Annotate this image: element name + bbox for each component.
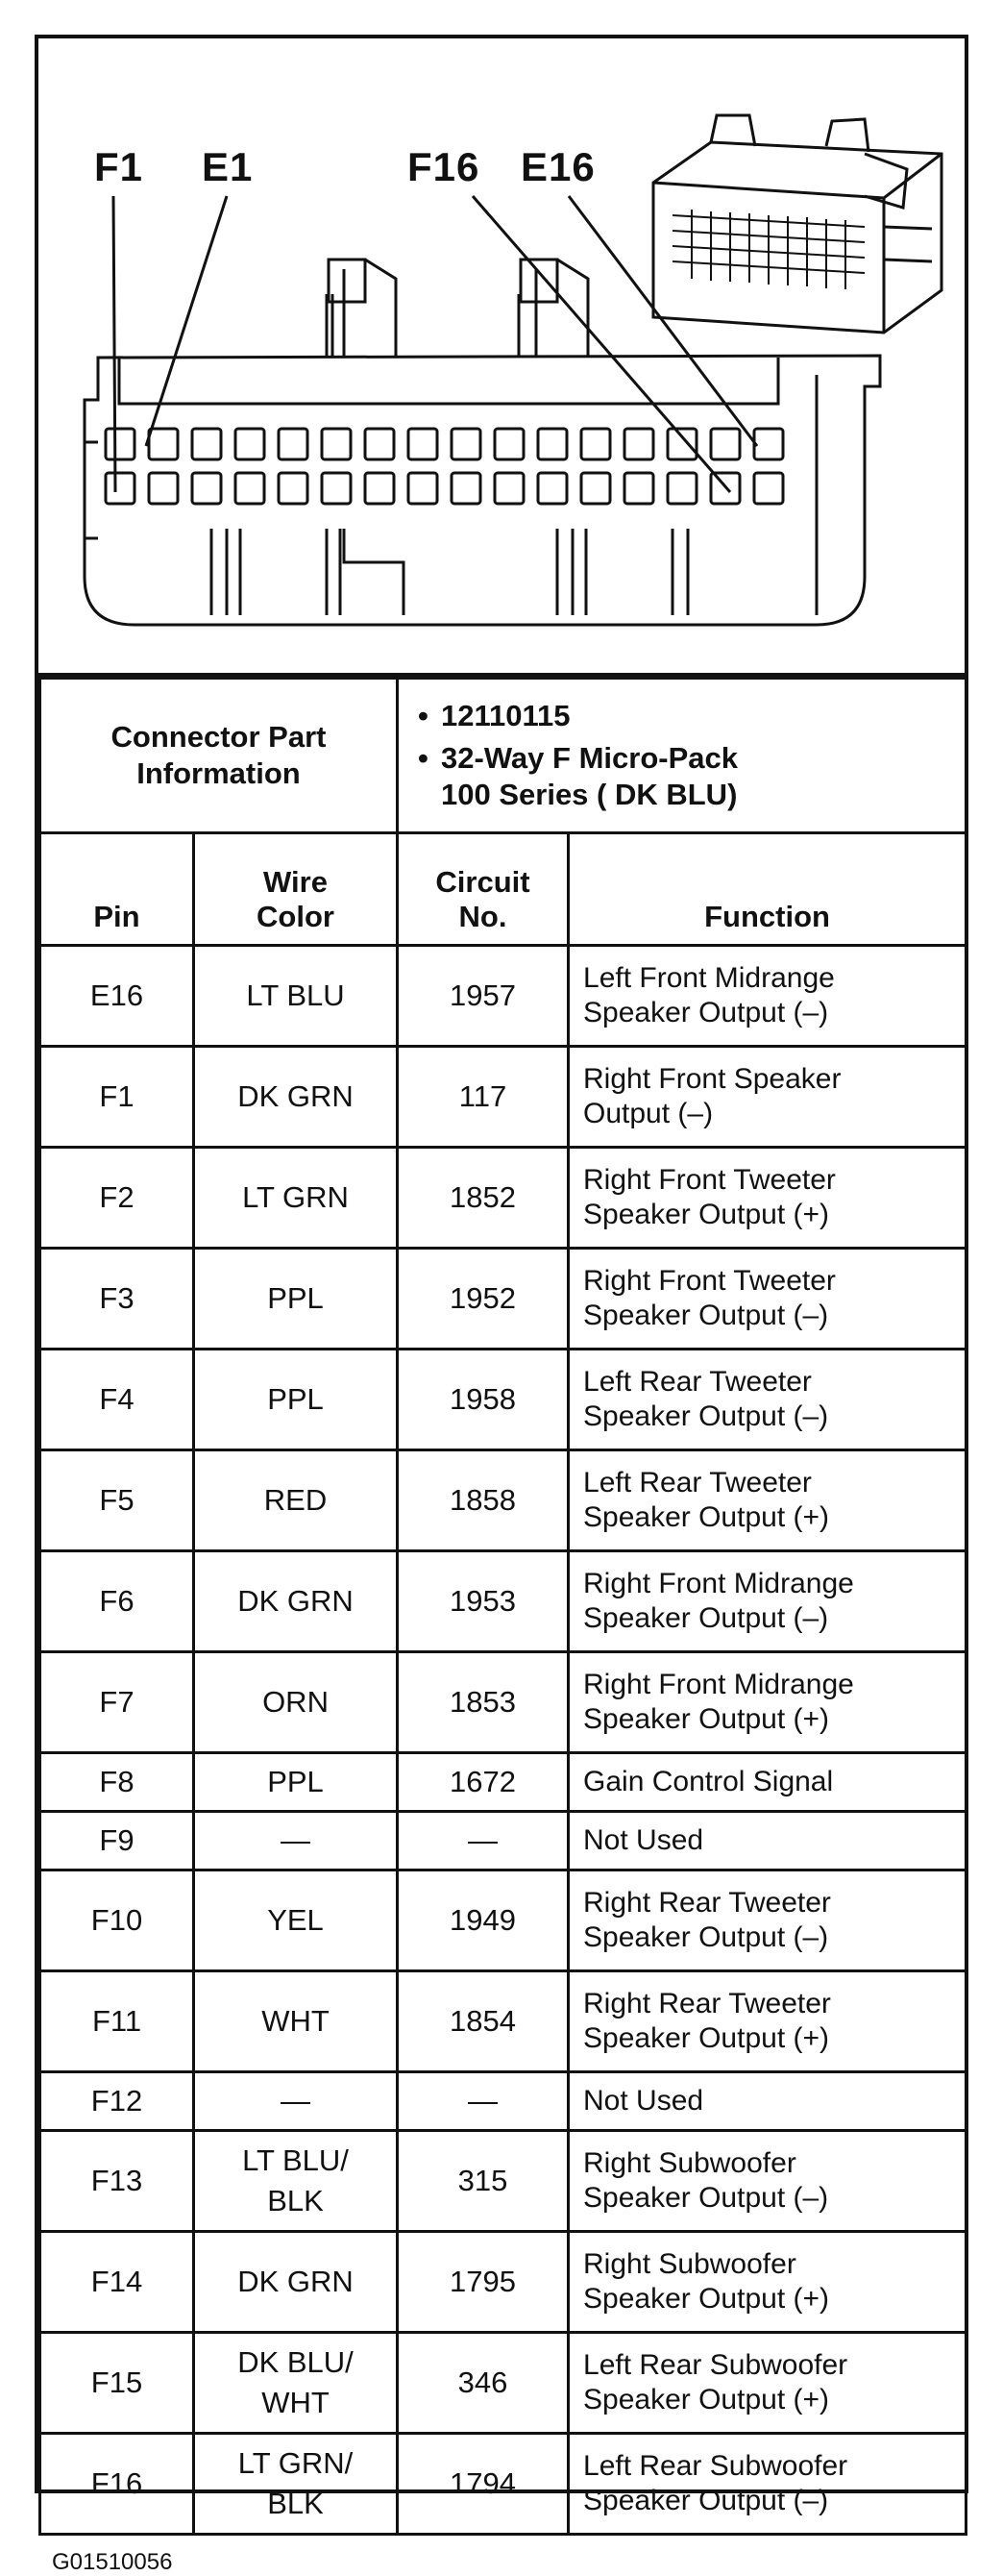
circuit-number-cell: 1957 bbox=[398, 946, 569, 1047]
pin-cavity bbox=[538, 429, 567, 459]
pin-cavity bbox=[149, 429, 178, 459]
pin-cavity bbox=[192, 429, 221, 459]
label-e16: E16 bbox=[521, 144, 596, 189]
figure-code: G01510056 bbox=[52, 2549, 173, 2575]
part-number: • 12110115 bbox=[441, 698, 965, 734]
pin-cavity bbox=[235, 473, 264, 504]
function-cell: Right Rear Tweeter Speaker Output (+) bbox=[569, 1971, 966, 2072]
function-cell: Right Front Midrange Speaker Output (+) bbox=[569, 1652, 966, 1753]
connector-sheet bbox=[35, 35, 968, 2575]
pin-cavity bbox=[192, 473, 221, 504]
pin-cavity bbox=[754, 473, 783, 504]
pin-cell: F5 bbox=[40, 1450, 194, 1551]
circuit-number-cell: 346 bbox=[398, 2333, 569, 2434]
table-row bbox=[40, 2434, 966, 2535]
pin-cell: E16 bbox=[40, 946, 194, 1047]
table-row bbox=[40, 2333, 966, 2434]
info-title-line2: Information bbox=[136, 756, 301, 790]
table-row bbox=[40, 1870, 966, 1971]
circuit-number-cell: 315 bbox=[398, 2131, 569, 2232]
pin-cell: F7 bbox=[40, 1652, 194, 1753]
pin-cavity bbox=[279, 429, 307, 459]
table-row bbox=[40, 1148, 966, 1249]
function-cell: Not Used bbox=[569, 2072, 966, 2131]
header-circuit-no: Circuit No. bbox=[398, 833, 569, 946]
pin-cavity bbox=[106, 473, 135, 504]
wire-color-cell: — bbox=[194, 1812, 398, 1870]
pin-cell: F2 bbox=[40, 1148, 194, 1249]
table-row bbox=[40, 2072, 966, 2131]
wire-color-cell: DK GRN bbox=[194, 1551, 398, 1652]
wire-color-cell: LT BLU bbox=[194, 946, 398, 1047]
wire-color-cell: DK BLU/ WHT bbox=[194, 2333, 398, 2434]
circuit-number-cell: 1952 bbox=[398, 1249, 569, 1350]
table-row bbox=[40, 1753, 966, 1812]
pin-cavity bbox=[452, 429, 480, 459]
function-cell: Right Rear Tweeter Speaker Output (–) bbox=[569, 1870, 966, 1971]
pin-cavity bbox=[408, 473, 437, 504]
pinout-table bbox=[38, 677, 967, 2536]
pin-cavity bbox=[322, 473, 351, 504]
pin-cavity bbox=[624, 473, 653, 504]
table-row bbox=[40, 1652, 966, 1753]
label-e1: E1 bbox=[202, 144, 254, 189]
pin-cavity bbox=[668, 429, 697, 459]
pin-cavity bbox=[668, 473, 697, 504]
circuit-number-cell: 1795 bbox=[398, 2232, 569, 2333]
header-wire-color: Wire Color bbox=[194, 833, 398, 946]
pin-cavity bbox=[235, 429, 264, 459]
circuit-number-cell: — bbox=[398, 1812, 569, 1870]
table-row bbox=[40, 2232, 966, 2333]
table-row bbox=[40, 2131, 966, 2232]
circuit-number-cell: 1672 bbox=[398, 1753, 569, 1812]
pin-cell: F16 bbox=[40, 2434, 194, 2535]
table-row bbox=[40, 946, 966, 1047]
pin-cavity bbox=[365, 473, 394, 504]
wire-color-cell: — bbox=[194, 2072, 398, 2131]
pin-cavity bbox=[365, 429, 394, 459]
pin-cell: F13 bbox=[40, 2131, 194, 2232]
connector-description: • 32-Way F Micro-Pack 100 Series ( DK BLU) bbox=[441, 740, 965, 813]
wire-color-cell: DK GRN bbox=[194, 1047, 398, 1148]
connector-info-row bbox=[40, 679, 966, 833]
wire-color-cell: PPL bbox=[194, 1249, 398, 1350]
wire-color-cell: YEL bbox=[194, 1870, 398, 1971]
pin-cell: F4 bbox=[40, 1350, 194, 1450]
pin-cell: F9 bbox=[40, 1812, 194, 1870]
circuit-number-cell: 1949 bbox=[398, 1870, 569, 1971]
connector-figure bbox=[38, 38, 965, 677]
pin-cavity bbox=[581, 473, 610, 504]
label-f1: F1 bbox=[94, 144, 144, 189]
table-row bbox=[40, 1249, 966, 1350]
connector-info-details bbox=[398, 679, 966, 833]
info-title-line1: Connector Part bbox=[110, 720, 327, 754]
pin-cavity bbox=[624, 429, 653, 459]
leader-e1 bbox=[146, 196, 227, 446]
wire-color-cell: PPL bbox=[194, 1350, 398, 1450]
pin-cell: F11 bbox=[40, 1971, 194, 2072]
function-cell: Right Subwoofer Speaker Output (+) bbox=[569, 2232, 966, 2333]
circuit-number-cell: 1854 bbox=[398, 1971, 569, 2072]
wire-color-cell: WHT bbox=[194, 1971, 398, 2072]
leader-f1 bbox=[113, 196, 115, 492]
pin-cavity bbox=[149, 473, 178, 504]
pin-cell: F14 bbox=[40, 2232, 194, 2333]
pin-cavity bbox=[538, 473, 567, 504]
wire-color-cell: PPL bbox=[194, 1753, 398, 1812]
connector-info-title bbox=[40, 679, 398, 833]
function-cell: Right Subwoofer Speaker Output (–) bbox=[569, 2131, 966, 2232]
wire-color-cell: LT GRN/ BLK bbox=[194, 2434, 398, 2535]
circuit-number-cell: 1853 bbox=[398, 1652, 569, 1753]
pin-cell: F1 bbox=[40, 1047, 194, 1148]
circuit-number-cell: — bbox=[398, 2072, 569, 2131]
pin-cavity bbox=[106, 429, 135, 459]
pin-cavity bbox=[452, 473, 480, 504]
function-cell: Not Used bbox=[569, 1812, 966, 1870]
table-row bbox=[40, 1812, 966, 1870]
wire-color-cell: LT BLU/ BLK bbox=[194, 2131, 398, 2232]
circuit-number-cell: 1858 bbox=[398, 1450, 569, 1551]
connector-inset bbox=[653, 115, 942, 333]
pin-cavity bbox=[279, 473, 307, 504]
function-cell: Right Front Midrange Speaker Output (–) bbox=[569, 1551, 966, 1652]
pin-cell: F12 bbox=[40, 2072, 194, 2131]
table-header-row bbox=[40, 833, 966, 946]
pin-cavity bbox=[711, 429, 740, 459]
table-row bbox=[40, 1047, 966, 1148]
function-cell: Left Rear Subwoofer Speaker Output (–) bbox=[569, 2434, 966, 2535]
wire-color-cell: RED bbox=[194, 1450, 398, 1551]
pin-cavities bbox=[106, 429, 783, 504]
pin-cavity bbox=[408, 429, 437, 459]
function-cell: Right Front Tweeter Speaker Output (+) bbox=[569, 1148, 966, 1249]
table-row bbox=[40, 1350, 966, 1450]
circuit-number-cell: 1794 bbox=[398, 2434, 569, 2535]
function-cell: Right Front Speaker Output (–) bbox=[569, 1047, 966, 1148]
pin-cell: F8 bbox=[40, 1753, 194, 1812]
pin-cavity bbox=[495, 429, 524, 459]
circuit-number-cell: 1958 bbox=[398, 1350, 569, 1450]
pin-cell: F6 bbox=[40, 1551, 194, 1652]
circuit-number-cell: 1852 bbox=[398, 1148, 569, 1249]
pin-cell: F15 bbox=[40, 2333, 194, 2434]
header-function: Function bbox=[569, 833, 966, 946]
table-row bbox=[40, 1450, 966, 1551]
function-cell: Left Rear Tweeter Speaker Output (–) bbox=[569, 1350, 966, 1450]
pin-cavity bbox=[495, 473, 524, 504]
circuit-number-cell: 117 bbox=[398, 1047, 569, 1148]
pin-cavity bbox=[322, 429, 351, 459]
pin-cell: F3 bbox=[40, 1249, 194, 1350]
function-cell: Gain Control Signal bbox=[569, 1753, 966, 1812]
table-row bbox=[40, 1551, 966, 1652]
function-cell: Left Front Midrange Speaker Output (–) bbox=[569, 946, 966, 1047]
wire-color-cell: LT GRN bbox=[194, 1148, 398, 1249]
label-f16: F16 bbox=[407, 144, 480, 189]
circuit-number-cell: 1953 bbox=[398, 1551, 569, 1652]
table-row bbox=[40, 1971, 966, 2072]
pin-cavity bbox=[581, 429, 610, 459]
function-cell: Left Rear Tweeter Speaker Output (+) bbox=[569, 1450, 966, 1551]
connector-drawing bbox=[38, 38, 965, 673]
pin-cell: F10 bbox=[40, 1870, 194, 1971]
header-pin: Pin bbox=[40, 833, 194, 946]
pin-cavity bbox=[754, 429, 783, 459]
wire-color-cell: DK GRN bbox=[194, 2232, 398, 2333]
function-cell: Right Front Tweeter Speaker Output (–) bbox=[569, 1249, 966, 1350]
function-cell: Left Rear Subwoofer Speaker Output (+) bbox=[569, 2333, 966, 2434]
wire-color-cell: ORN bbox=[194, 1652, 398, 1753]
